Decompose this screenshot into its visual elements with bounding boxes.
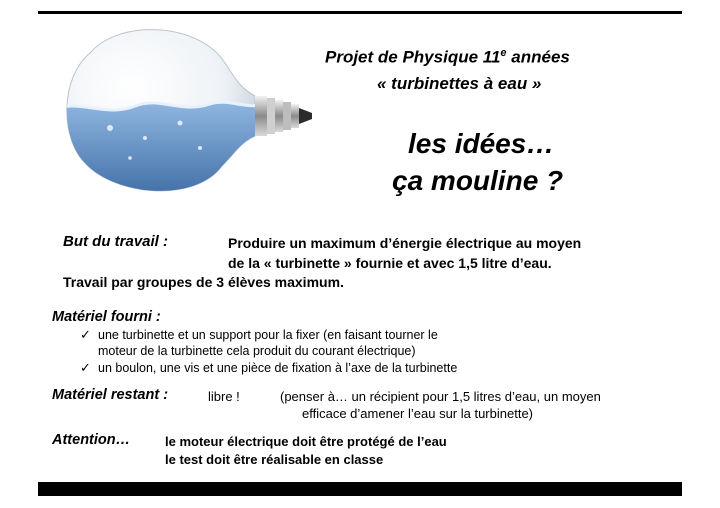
top-rule [38,11,682,14]
project-title: Projet de Physique 11e années [325,47,570,67]
check-icon: ✓ [80,327,91,342]
goal-line-1: Produire un maximum d’énergie électrique au moyen [228,235,582,251]
headline-line-2: ça mouline ? [392,165,564,196]
supplied-item-1-continued: moteur de la turbinette cela produit du courant électrique) [98,344,416,358]
groups-note: Travail par groupes de 3 élèves maximum. [63,274,344,290]
headline-line-1: les idées… [408,128,555,159]
bottom-bar [38,482,682,496]
remaining-free: libre ! [208,389,240,404]
supplied-label: Matériel fourni : [52,309,161,325]
check-icon: ✓ [80,360,91,375]
supplied-item-2: un boulon, une vis et une pièce de fixation à l’axe de la turbinette [98,361,458,375]
project-subtitle: « turbinettes à eau » [377,74,542,93]
goal-label: But du travail : [63,233,169,250]
warning-label: Attention… [52,432,131,448]
remaining-note-2: efficace d’amener l’eau sur la turbinette) [302,406,533,421]
light-bulb-with-water-icon [50,18,320,198]
remaining-note-1: (penser à… un récipient pour 1,5 litres d’eau, un moyen [280,389,601,404]
supplied-item-1: une turbinette et un support pour la fixer (en faisant tourner le [98,328,438,342]
remaining-label: Matériel restant : [52,387,169,403]
warning-line-1: le moteur électrique doit être protégé de l’eau [165,434,447,449]
warning-line-2: le test doit être réalisable en classe [165,452,384,467]
goal-line-2: de la « turbinette » fournie et avec 1,5 litre d’eau. [228,255,552,271]
